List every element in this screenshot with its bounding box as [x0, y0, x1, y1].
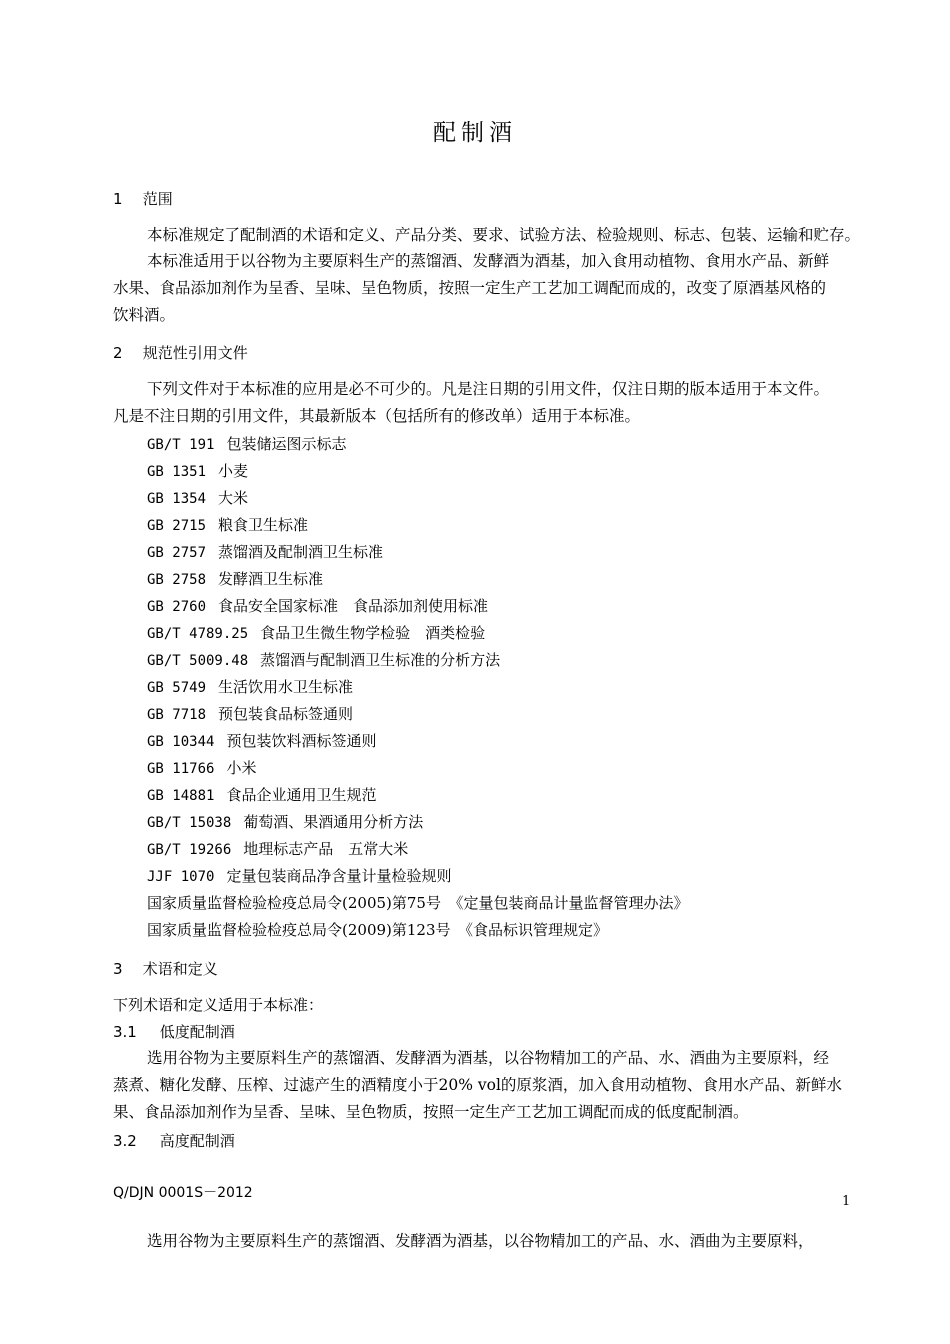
- section-number: 2: [113, 344, 123, 362]
- reference-title: 小麦: [218, 462, 249, 480]
- reference-item: [147, 784, 376, 805]
- reference-title: 生活饮用水卫生标准: [218, 678, 354, 696]
- reference-item: [147, 541, 383, 562]
- reference-code: GB/T 15038: [147, 815, 232, 831]
- page-number: 1: [842, 1194, 851, 1209]
- section-title: 术语和定义: [142, 960, 218, 978]
- subsection-3-1-heading: [113, 1021, 235, 1042]
- reference-title: 蒸馏酒及配制酒卫生标准: [218, 543, 384, 561]
- reference-item: [147, 757, 256, 778]
- reference-item: [147, 514, 308, 535]
- section-number: 3: [113, 960, 123, 978]
- reference-code: GB/T 5009.48: [147, 653, 249, 669]
- paragraph-line: 水果、食品添加剂作为呈香、呈味、呈色物质，按照一定生产工艺加工调配而成的，改变了原酒基风格的: [113, 279, 827, 297]
- paragraph-line: 选用谷物为主要原料生产的蒸馏酒、发酵酒为酒基，以谷物精加工的产品、水、酒曲为主要原料，经: [147, 1049, 830, 1067]
- reference-item: [147, 676, 353, 697]
- section-2-heading: [113, 342, 248, 363]
- reference-item: [147, 865, 451, 886]
- decree-item: 国家质量监督检验检疫总局令(2005)第75号 《定量包装商品计量监督管理办法》: [147, 894, 689, 912]
- paragraph-line: 本标准规定了配制酒的术语和定义、产品分类、要求、试验方法、检验规则、标志、包装、运输和贮存。: [147, 226, 861, 244]
- reference-code: JJF 1070: [147, 869, 215, 885]
- reference-item: [147, 568, 323, 589]
- subsection-3-2-heading: [113, 1130, 235, 1151]
- reference-title: 食品卫生微生物学检验 酒类检验: [260, 624, 486, 642]
- reference-code: GB 11766: [147, 761, 215, 777]
- references-intro: [113, 376, 873, 430]
- reference-title: 粮食卫生标准: [218, 516, 309, 534]
- reference-code: GB 5749: [147, 680, 207, 696]
- reference-title: 包装储运图示标志: [226, 435, 347, 453]
- reference-code: GB 1354: [147, 491, 207, 507]
- reference-title: 食品安全国家标准 食品添加剂使用标准: [218, 597, 489, 615]
- section-3-heading: [113, 958, 218, 979]
- reference-code: GB 10344: [147, 734, 215, 750]
- reference-code: GB 14881: [147, 788, 215, 804]
- reference-code: GB 1351: [147, 464, 207, 480]
- reference-item: [147, 703, 353, 724]
- low-alcohol-definition: [113, 1045, 873, 1126]
- page-title: 配制酒: [433, 120, 517, 146]
- document-code: Q/DJN 0001S－2012: [113, 1185, 253, 1201]
- scope-paragraph-1: [113, 222, 873, 249]
- paragraph-line: 下列文件对于本标准的应用是必不可少的。凡是注日期的引用文件，仅注日期的版本适用于本文件。: [147, 380, 830, 398]
- subsection-title: 低度配制酒: [159, 1023, 235, 1041]
- reference-item: [147, 649, 500, 670]
- reference-code: GB 7718: [147, 707, 207, 723]
- reference-title: 大米: [218, 489, 249, 507]
- scope-paragraph-2: [113, 248, 873, 329]
- section-number: 1: [113, 190, 123, 208]
- paragraph-line: 选用谷物为主要原料生产的蒸馏酒、发酵酒为酒基，以谷物精加工的产品、水、酒曲为主要原料，: [147, 1232, 814, 1250]
- reference-title: 蒸馏酒与配制酒卫生标准的分析方法: [260, 651, 501, 669]
- reference-item: [147, 460, 248, 481]
- reference-code: GB 2758: [147, 572, 207, 588]
- paragraph-line: 饮料酒。: [113, 306, 176, 324]
- reference-item: [147, 730, 376, 751]
- reference-title: 食品企业通用卫生规范: [226, 786, 377, 804]
- paragraph-line: 本标准适用于以谷物为主要原料生产的蒸馏酒、发酵酒为酒基，加入食用动植物、食用水产品、新鲜: [147, 252, 830, 270]
- paragraph-line: 果、食品添加剂作为呈香、呈味、呈色物质，按照一定生产工艺加工调配而成的低度配制酒。: [113, 1103, 749, 1121]
- paragraph-line: 蒸煮、糖化发酵、压榨、过滤产生的酒精度小于20% vol的原浆酒，加入食用动植物、食用水产品、新鲜水: [113, 1076, 842, 1094]
- reference-title: 定量包装商品净含量计量检验规则: [226, 867, 452, 885]
- reference-title: 地理标志产品 五常大米: [243, 840, 409, 858]
- section-title: 规范性引用文件: [142, 344, 248, 362]
- reference-item: [147, 622, 485, 643]
- reference-code: GB 2757: [147, 545, 207, 561]
- reference-title: 发酵酒卫生标准: [218, 570, 324, 588]
- section-1-heading: [113, 188, 173, 209]
- definitions-intro: 下列术语和定义适用于本标准：: [113, 996, 324, 1014]
- reference-code: GB 2760: [147, 599, 207, 615]
- reference-title: 小米: [226, 759, 257, 777]
- paragraph-line: 凡是不注日期的引用文件，其最新版本（包括所有的修改单）适用于本标准。: [113, 407, 641, 425]
- next-page-text: [113, 1228, 873, 1255]
- reference-title: 预包装饮料酒标签通则: [226, 732, 377, 750]
- section-title: 范围: [142, 190, 173, 208]
- reference-code: GB/T 191: [147, 437, 215, 453]
- reference-title: 预包装食品标签通则: [218, 705, 354, 723]
- reference-item: [147, 838, 408, 859]
- subsection-number: 3.1: [113, 1023, 137, 1041]
- reference-title: 葡萄酒、果酒通用分析方法: [243, 813, 424, 831]
- reference-code: GB 2715: [147, 518, 207, 534]
- reference-code: GB/T 4789.25: [147, 626, 249, 642]
- reference-item: [147, 487, 248, 508]
- reference-item: [147, 811, 423, 832]
- decree-item: 国家质量监督检验检疫总局令(2009)第123号 《食品标识管理规定》: [147, 921, 609, 939]
- reference-code: GB/T 19266: [147, 842, 232, 858]
- subsection-title: 高度配制酒: [159, 1132, 235, 1150]
- reference-item: [147, 433, 346, 454]
- subsection-number: 3.2: [113, 1132, 137, 1150]
- reference-item: [147, 595, 488, 616]
